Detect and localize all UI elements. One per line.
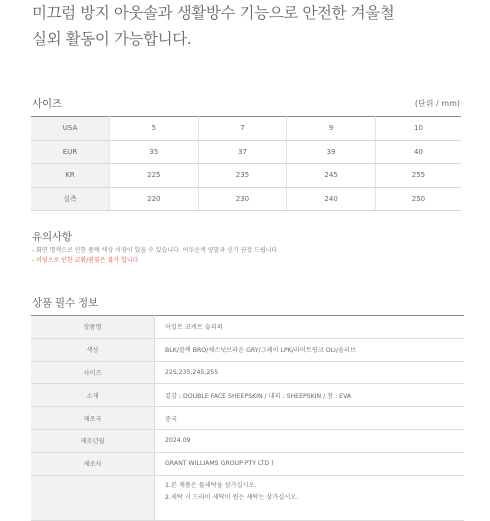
info-key: 사이즈: [31, 361, 155, 384]
size-cell: 230: [198, 187, 287, 211]
info-value: GRANT WILLIAMS GROUP PTY LTD ): [155, 452, 465, 475]
size-row-label: KR: [31, 164, 110, 188]
info-value: BLK/블랙 BRO/체스넛브라운 GRY/그레이 LPK/라이트핑크 OLI/올리브: [155, 338, 465, 361]
info-row: [31, 407, 464, 430]
size-cell: 39: [287, 140, 376, 164]
size-cell: 220: [110, 187, 199, 211]
info-value: 2024.09: [155, 429, 465, 452]
info-key: 제조사: [31, 452, 155, 475]
size-row: [31, 140, 461, 164]
size-cell: 240: [287, 187, 376, 211]
info-row: [31, 384, 464, 407]
info-value: 어일트 코케트 슬리퍼: [155, 316, 465, 339]
size-cell: 7: [198, 117, 287, 141]
size-cell: 250: [375, 187, 461, 211]
info-key: [31, 475, 155, 520]
intro-text: [32, 0, 472, 52]
size-row-label: 실측: [31, 187, 110, 211]
info-key: 색상: [31, 338, 155, 361]
size-cell: 40: [375, 140, 461, 164]
notes-block: [32, 246, 279, 265]
info-value: 225,235,245,255: [155, 361, 465, 384]
care-instructions: [155, 475, 465, 520]
size-row-label: EUR: [31, 140, 110, 164]
info-value: 겉감 : DOUBLE FACE SHEEPSKIN / 내피 : SHEEPSKIN / 창 : EVA: [155, 384, 465, 407]
size-table: [31, 116, 461, 211]
product-info-title: 상품 필수 정보: [32, 297, 98, 309]
info-value: 중국: [155, 407, 465, 430]
info-row: [31, 338, 464, 361]
size-row: [31, 164, 461, 188]
size-cell: 225: [110, 164, 199, 188]
notes-title: 유의사항: [32, 231, 72, 243]
info-key: 제조년월: [31, 429, 155, 452]
size-cell: 235: [198, 164, 287, 188]
info-row: [31, 316, 464, 339]
info-row-care: [31, 475, 464, 520]
care-line: 1.본 제품은 물세탁을 삼가십시오.: [165, 481, 257, 489]
intro-line-2: 실외 활동이 가능합니다.: [32, 30, 192, 48]
info-key: 제조국: [31, 407, 155, 430]
size-cell: 9: [287, 117, 376, 141]
size-cell: 5: [110, 117, 199, 141]
size-cell: 10: [375, 117, 461, 141]
size-unit-label: (단위 / mm): [414, 99, 460, 108]
care-line: 2.세탁 시 드라이 세탁이 원는 세탁는 삼가십시오.: [165, 493, 299, 501]
info-row: [31, 429, 464, 452]
note-line-2: - 이염으로 인한 교환/환불은 불가 합니다: [32, 256, 139, 264]
info-key: 상품명: [31, 316, 155, 339]
size-row-label: USA: [31, 117, 110, 141]
note-line-1: - 화면 명색으로 인한 품텍 색상 이영이 있을 수 있습니다. 어두운색 양말과 신기 권장 드립니다.: [32, 247, 280, 254]
info-row: [31, 361, 464, 384]
size-section-title: 사이즈: [32, 98, 62, 110]
size-cell: 37: [198, 140, 287, 164]
size-cell: 245: [287, 164, 376, 188]
size-row: [31, 117, 461, 141]
intro-line-1: 미끄럼 방지 아웃솔과 생활방수 기능으로 안전한 겨울철: [32, 4, 395, 22]
size-cell: 255: [375, 164, 461, 188]
size-row: [31, 187, 461, 211]
info-key: 소재: [31, 384, 155, 407]
size-cell: 35: [110, 140, 199, 164]
info-row: [31, 452, 464, 475]
